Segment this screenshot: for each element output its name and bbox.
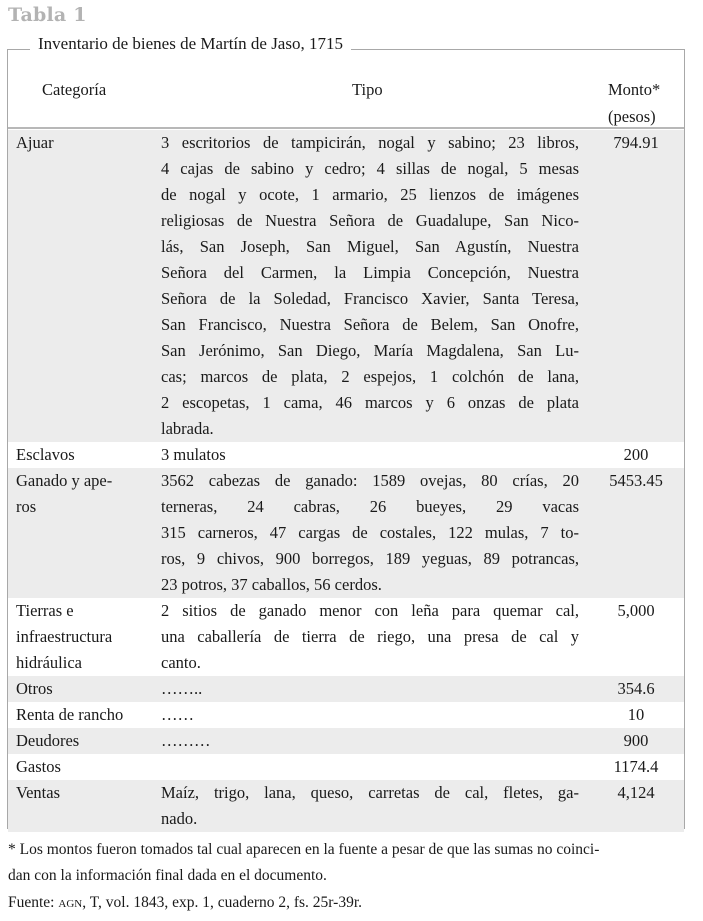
cell-tipo <box>161 728 579 754</box>
cell-monto: 5453.45 <box>609 471 663 490</box>
cell-monto: 4,124 <box>617 783 655 802</box>
header-pesos: (pesos) <box>608 107 656 126</box>
table-row <box>8 728 684 754</box>
cell-monto: 1174.4 <box>613 757 659 776</box>
categoria-line: Ventas <box>16 783 60 802</box>
tipo-line <box>161 754 579 780</box>
tipo-line: religiosas de Nuestra Señora de Guadalupe, San Nico- <box>161 211 579 230</box>
source-rest: , T, vol. 1843, exp. 1, cuaderno 2, fs. 25r-39r. <box>82 894 363 911</box>
tipo-line: 3 escritorios de tampicirán, nogal y sabino; 23 libros, <box>161 133 579 152</box>
tipo-line: Señora de la Soledad, Francisco Xavier, Santa Teresa, <box>161 289 579 308</box>
tipo-line: cas; marcos de plata, 2 espejos, 1 colchón de lana, <box>161 367 579 386</box>
tipo-line: una caballería de tierra de riego, una presa de cal y <box>161 627 579 646</box>
cell-tipo <box>161 754 579 780</box>
table-caption: Inventario de bienes de Martín de Jaso, 1715 <box>30 34 351 54</box>
categoria-line: Tierras e <box>16 601 74 620</box>
cell-categoria <box>16 130 156 156</box>
table-row <box>8 130 684 442</box>
tipo-line: San Francisco, Nuestra Señora de Belem, San Onofre, <box>161 315 579 334</box>
tipo-line: San Jerónimo, San Diego, María Magdalena, San Lu- <box>161 341 579 360</box>
categoria-line: Gastos <box>16 757 61 776</box>
tipo-line: 3562 cabezas de ganado: 1589 ovejas, 80 crías, 20 <box>161 471 579 490</box>
tipo-line: nado. <box>161 809 198 828</box>
header-categoria: Categoría <box>42 80 107 99</box>
cell-categoria <box>16 780 156 806</box>
header-divider <box>8 127 684 129</box>
table-row <box>8 598 684 676</box>
cell-categoria <box>16 754 156 780</box>
cell-tipo <box>161 442 579 468</box>
cell-categoria <box>16 442 156 468</box>
categoria-line: hidráulica <box>16 653 82 672</box>
tipo-line: lás, San Joseph, San Miguel, San Agustín, Nuestra <box>161 237 579 256</box>
cell-tipo <box>161 598 579 676</box>
cell-monto: 900 <box>623 731 649 750</box>
header-monto: Monto* <box>608 80 661 99</box>
tipo-line: 2 sitios de ganado menor con leña para quemar cal, <box>161 601 579 620</box>
cell-monto: 10 <box>627 705 645 724</box>
tipo-line: 3 mulatos <box>161 445 226 464</box>
table-row <box>8 468 684 598</box>
cell-categoria <box>16 468 156 520</box>
cell-tipo <box>161 780 579 832</box>
footnote-line-2: dan con la información final dada en el documento. <box>8 867 327 884</box>
footnote-line-1: * Los montos fueron tomados tal cual aparecen en la fuente a pesar de que las sumas no coinci- <box>8 841 600 858</box>
cell-monto: 5,000 <box>617 601 655 620</box>
cell-tipo <box>161 676 579 702</box>
tipo-line: de nogal y ocote, 1 armario, 25 lienzos de imágenes <box>161 185 579 204</box>
categoria-line: infraestructura <box>16 627 113 646</box>
cell-categoria <box>16 728 156 754</box>
tipo-line: …… <box>161 705 194 724</box>
categoria-line: Otros <box>16 679 53 698</box>
tipo-line: terneras, 24 cabras, 26 bueyes, 29 vacas <box>161 497 579 516</box>
source-prefix: Fuente: <box>8 894 59 911</box>
tipo-line: 315 carneros, 47 cargas de costales, 122 mulas, 7 to- <box>161 523 579 542</box>
categoria-line: Ajuar <box>16 133 54 152</box>
tipo-line: 2 escopetas, 1 cama, 46 marcos y 6 onzas de plata <box>161 393 579 412</box>
tipo-line: ……… <box>161 731 211 750</box>
table-row <box>8 442 684 468</box>
tipo-line: Maíz, trigo, lana, queso, carretas de cal, fletes, ga- <box>161 783 579 802</box>
cell-tipo <box>161 130 579 442</box>
tipo-line: labrada. <box>161 419 214 438</box>
cell-categoria <box>16 598 156 676</box>
tipo-line: …….. <box>161 679 203 698</box>
table-row <box>8 676 684 702</box>
categoria-line: Ganado y ape- <box>16 471 113 490</box>
cell-tipo <box>161 702 579 728</box>
cell-categoria <box>16 676 156 702</box>
categoria-line: Renta de rancho <box>16 705 124 724</box>
cell-monto: 794.91 <box>613 133 659 152</box>
source-note <box>8 894 362 912</box>
cell-categoria <box>16 702 156 728</box>
tipo-line: 4 cajas de sabino y cedro; 4 sillas de nogal, 5 mesas <box>161 159 579 178</box>
categoria-line: Deudores <box>16 731 80 750</box>
tipo-line: Señora del Carmen, la Limpia Concepción, Nuestra <box>161 263 579 282</box>
cell-monto: 200 <box>623 445 649 464</box>
table-label: Tabla 1 <box>8 4 87 26</box>
source-agn: agn <box>58 894 83 911</box>
table-row <box>8 754 684 780</box>
tipo-line: canto. <box>161 653 201 672</box>
cell-monto: 354.6 <box>617 679 655 698</box>
cell-tipo <box>161 468 579 598</box>
header-tipo: Tipo <box>352 80 383 99</box>
categoria-line: Esclavos <box>16 445 75 464</box>
tipo-line: ros, 9 chivos, 900 borregos, 189 yeguas, 89 potrancas, <box>161 549 579 568</box>
categoria-line: ros <box>16 497 37 516</box>
table-row <box>8 780 684 832</box>
tipo-line: 23 potros, 37 caballos, 56 cerdos. <box>161 575 382 594</box>
table-row <box>8 702 684 728</box>
